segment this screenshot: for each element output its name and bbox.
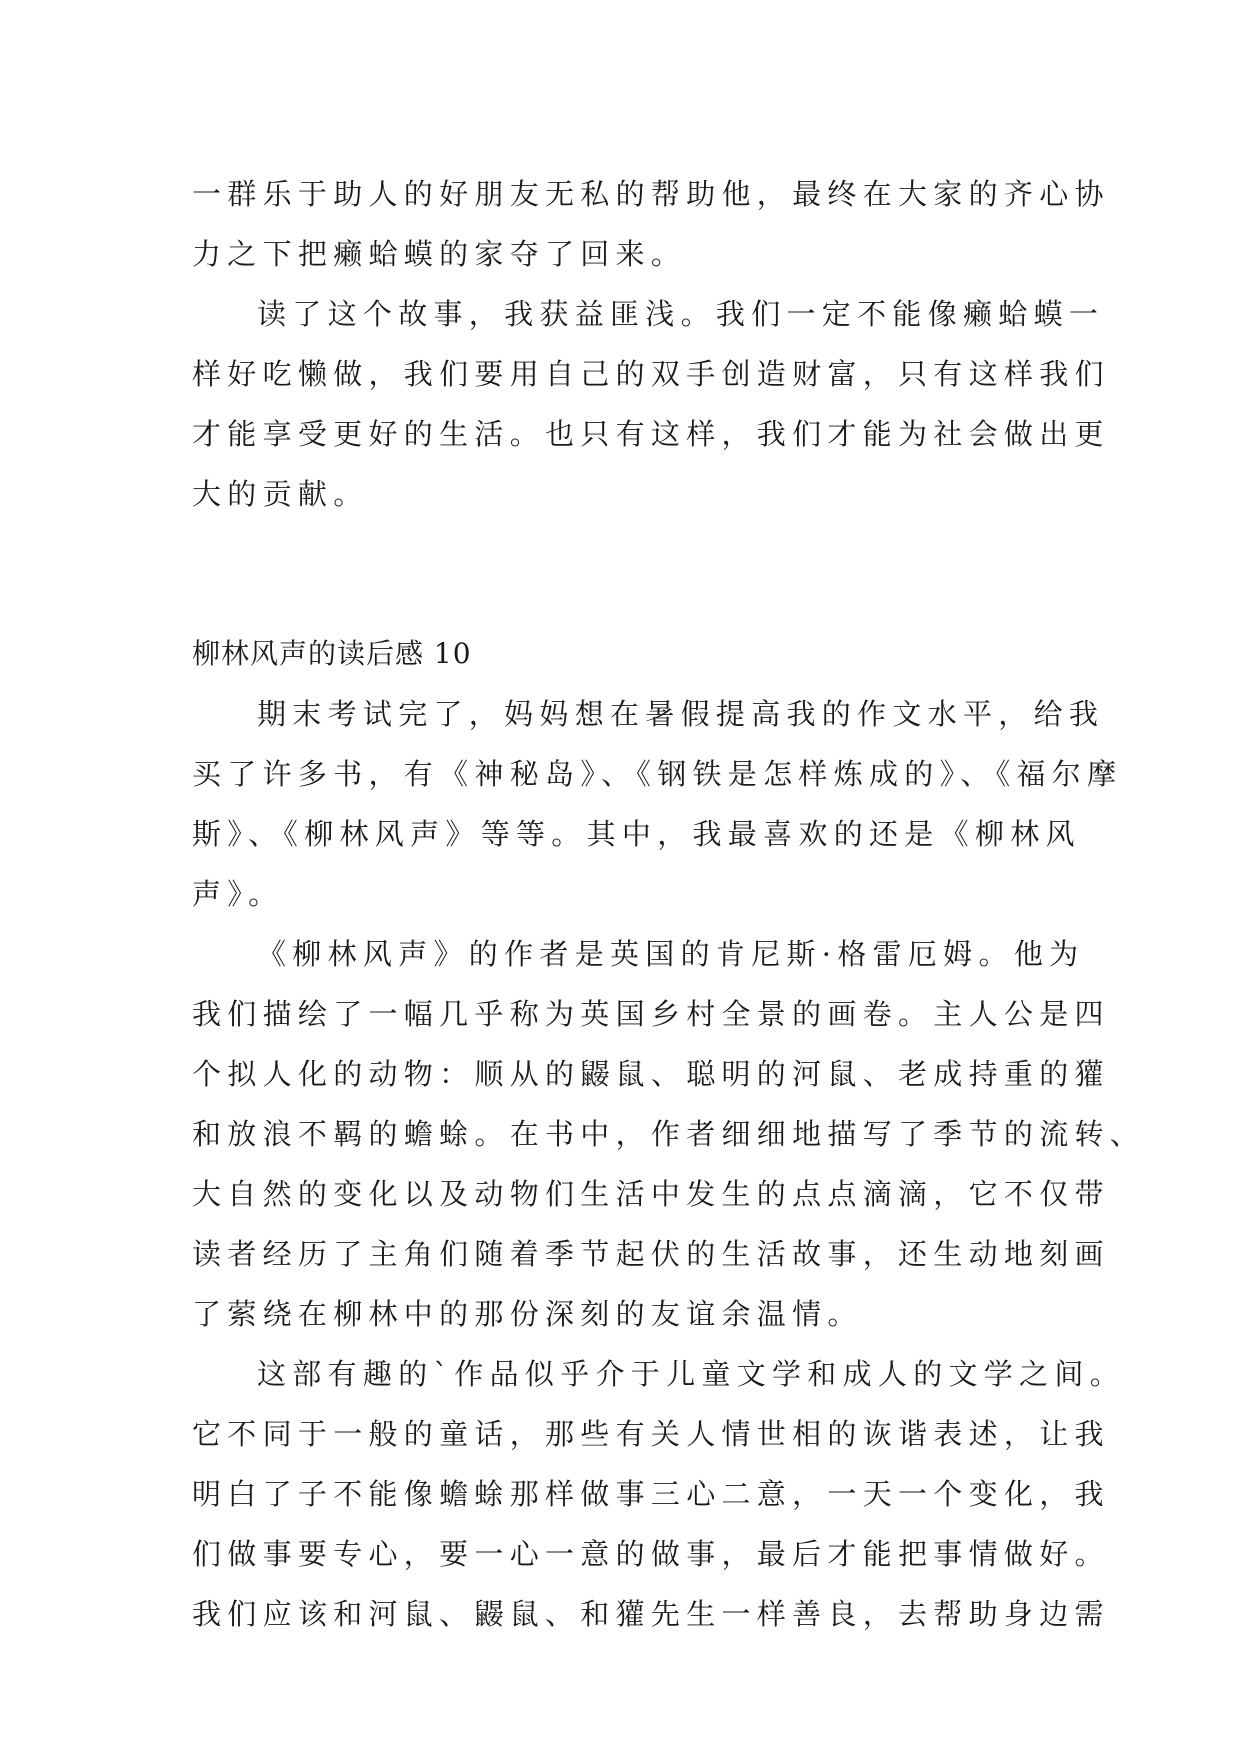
text-line: 一群乐于助人的好朋友无私的帮助他，最终在大家的齐心协 (192, 177, 1110, 211)
document-body (192, 164, 1146, 1644)
text-line: 读了这个故事，我获益匪浅。我们一定不能像癞蛤蟆一 (257, 297, 1105, 331)
paragraph-author (192, 924, 1146, 1344)
text-line: 大自然的变化以及动物们生活中发生的点点滴滴，它不仅带 (192, 1177, 1110, 1211)
text-line: 我们应该和河鼠、鼹鼠、和獾先生一样善良，去帮助身边需 (192, 1597, 1110, 1631)
section-gap (192, 524, 1050, 624)
text-line: 个拟人化的动物：顺从的鼹鼠、聪明的河鼠、老成持重的獾 (192, 1057, 1110, 1091)
text-line: 和放浪不羁的蟾蜍。在书中，作者细细地描写了季节的流转、 (192, 1117, 1146, 1151)
text-line: 样好吃懒做，我们要用自己的双手创造财富，只有这样我们 (192, 357, 1110, 391)
paragraph-intro (192, 684, 1123, 924)
text-line: 声》。 (192, 877, 284, 911)
text-line: 期末考试完了，妈妈想在暑假提高我的作文水平，给我 (257, 697, 1105, 731)
text-line: 这部有趣的`作品似乎介于儿童文学和成人的文学之间。 (257, 1357, 1126, 1391)
text-line: 才能享受更好的生活。也只有这样，我们才能为社会做出更 (192, 417, 1110, 451)
text-line: 买了许多书，有《神秘岛》、《钢铁是怎样炼成的》、《福尔摩 (192, 757, 1123, 791)
text-line: 们做事要专心，要一心一意的做事，最后才能把事情做好。 (192, 1537, 1110, 1571)
text-line: 读者经历了主角们随着季节起伏的生活故事，还生动地刻画 (192, 1237, 1110, 1271)
paragraph-reflection (192, 284, 1110, 524)
text-line: 斯》、《柳林风声》等等。其中，我最喜欢的还是《柳林风 (192, 817, 1081, 851)
text-line: 大的贡献。 (192, 477, 369, 511)
text-line: 了萦绕在柳林中的那份深刻的友谊余温情。 (192, 1297, 863, 1331)
text-line: 我们描绘了一幅几乎称为英国乡村全景的画卷。主人公是四 (192, 997, 1110, 1031)
text-line: 它不同于一般的童话，那些有关人情世相的诙谐表述，让我 (192, 1417, 1110, 1451)
text-line: 力之下把癞蛤蟆的家夺了回来。 (192, 237, 687, 271)
paragraph-story-end (192, 164, 1110, 284)
section-heading: 柳林风声的读后感 10 (192, 637, 472, 670)
text-line: 明白了子不能像蟾蜍那样做事三心二意，一天一个变化，我 (192, 1477, 1110, 1511)
text-line: 《柳林风声》的作者是英国的肯尼斯·格雷厄姆。他为 (257, 937, 1085, 971)
paragraph-lesson (192, 1344, 1126, 1644)
